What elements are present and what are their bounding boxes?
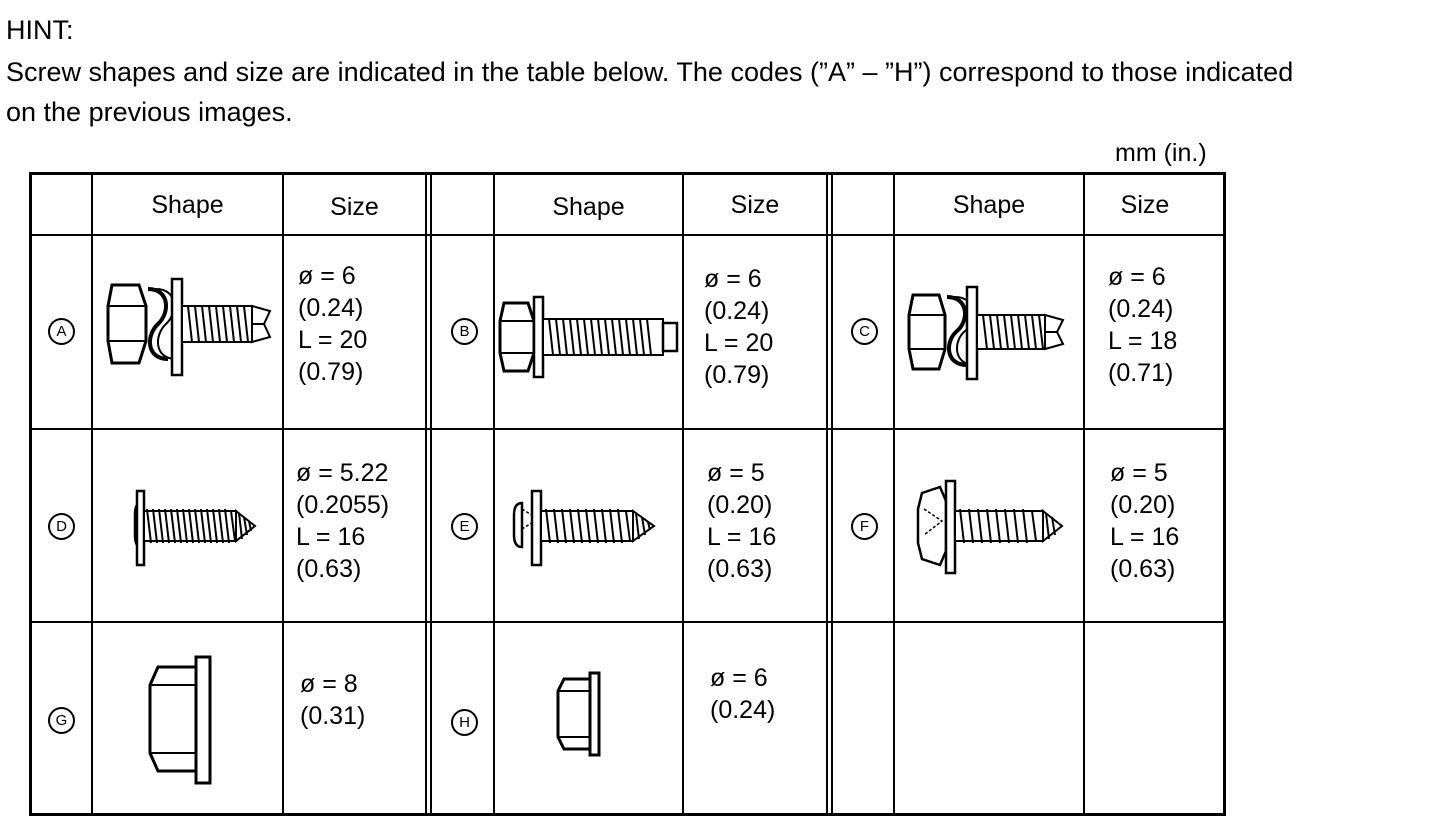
screw-c-hex-bolt-spring-washer-pilot-icon bbox=[907, 283, 1072, 383]
diameter-in: (0.2055) bbox=[296, 491, 390, 519]
unit-label: mm (in.) bbox=[1115, 139, 1207, 167]
row-divider bbox=[32, 234, 1223, 236]
hint-text-line-1: Screw shapes and size are indicated in the table below. The codes (”A” – ”H”) correspond to those indicated bbox=[6, 57, 1294, 87]
diameter-in: (0.24) bbox=[704, 297, 770, 325]
screw-a-hex-bolt-spring-washer-pilot-icon bbox=[106, 271, 276, 381]
screw-f-hex-head-tapping-screw-icon bbox=[916, 477, 1066, 577]
column-divider bbox=[893, 175, 895, 813]
diameter-mm: ø = 5 bbox=[1110, 459, 1168, 487]
diameter-mm: ø = 5.22 bbox=[296, 459, 389, 487]
screw-b-flange-hex-bolt-long-icon bbox=[498, 295, 683, 380]
column-divider bbox=[493, 175, 495, 813]
screw-h-flange-nut-small-icon bbox=[556, 669, 611, 759]
screw-g-flange-nut-icon bbox=[146, 653, 216, 788]
size-d bbox=[296, 457, 389, 585]
size-f bbox=[1110, 457, 1179, 585]
header-size-1: Size bbox=[330, 193, 379, 221]
diameter-in: (0.31) bbox=[300, 702, 366, 730]
length-in: (0.79) bbox=[298, 358, 364, 386]
diameter-mm: ø = 6 bbox=[298, 262, 356, 290]
code-label-f: F bbox=[851, 513, 878, 540]
group-divider bbox=[425, 175, 427, 813]
column-divider bbox=[1083, 175, 1085, 813]
code-label-h: H bbox=[451, 709, 478, 736]
screw-d-pan-head-tapping-screw-icon bbox=[131, 487, 261, 572]
screw-table bbox=[29, 172, 1226, 816]
header-size-3: Size bbox=[1120, 191, 1170, 219]
group-divider bbox=[430, 175, 432, 813]
row-divider bbox=[32, 621, 1223, 623]
code-label-a: A bbox=[48, 318, 75, 345]
length-in: (0.79) bbox=[704, 361, 770, 389]
diameter-mm: ø = 6 bbox=[704, 265, 762, 293]
length-mm: L = 16 bbox=[707, 523, 777, 551]
group-divider bbox=[826, 175, 828, 813]
size-h bbox=[710, 662, 775, 726]
length-mm: L = 16 bbox=[296, 523, 366, 551]
size-c bbox=[1108, 261, 1177, 389]
header-shape-2: Shape bbox=[552, 193, 625, 221]
length-in: (0.71) bbox=[1108, 359, 1174, 387]
code-label-c: C bbox=[851, 318, 878, 345]
hint-text bbox=[6, 52, 1451, 132]
column-divider bbox=[282, 175, 284, 813]
length-mm: L = 18 bbox=[1108, 327, 1178, 355]
size-a bbox=[298, 260, 367, 388]
diameter-mm: ø = 6 bbox=[710, 664, 768, 692]
diameter-in: (0.24) bbox=[710, 696, 776, 724]
hint-text-line-2: on the previous images. bbox=[6, 97, 293, 127]
diameter-in: (0.24) bbox=[1108, 295, 1174, 323]
size-g bbox=[300, 668, 365, 732]
length-mm: L = 20 bbox=[298, 326, 368, 354]
length-mm: L = 20 bbox=[704, 329, 774, 357]
column-divider bbox=[682, 175, 684, 813]
header-size-2: Size bbox=[730, 191, 780, 219]
group-divider bbox=[831, 175, 833, 813]
length-mm: L = 16 bbox=[1110, 523, 1180, 551]
code-label-b: B bbox=[451, 318, 478, 345]
header-shape-1: Shape bbox=[151, 191, 224, 219]
code-label-d: D bbox=[48, 513, 75, 540]
hint-title: HINT: bbox=[6, 15, 74, 45]
size-e bbox=[707, 457, 776, 585]
column-divider bbox=[91, 175, 93, 813]
diameter-mm: ø = 5 bbox=[707, 459, 765, 487]
screw-e-pan-head-tapping-screw-icon bbox=[510, 487, 660, 572]
size-b bbox=[704, 263, 773, 391]
diameter-mm: ø = 8 bbox=[300, 670, 358, 698]
length-in: (0.63) bbox=[707, 555, 773, 583]
code-label-e: E bbox=[451, 513, 478, 540]
length-in: (0.63) bbox=[1110, 555, 1176, 583]
diameter-in: (0.20) bbox=[1110, 491, 1176, 519]
diameter-mm: ø = 6 bbox=[1108, 263, 1166, 291]
length-in: (0.63) bbox=[296, 555, 362, 583]
row-divider bbox=[32, 428, 1223, 430]
diameter-in: (0.24) bbox=[298, 294, 364, 322]
header-shape-3: Shape bbox=[952, 191, 1026, 219]
code-label-g: G bbox=[48, 707, 75, 734]
diameter-in: (0.20) bbox=[707, 491, 773, 519]
